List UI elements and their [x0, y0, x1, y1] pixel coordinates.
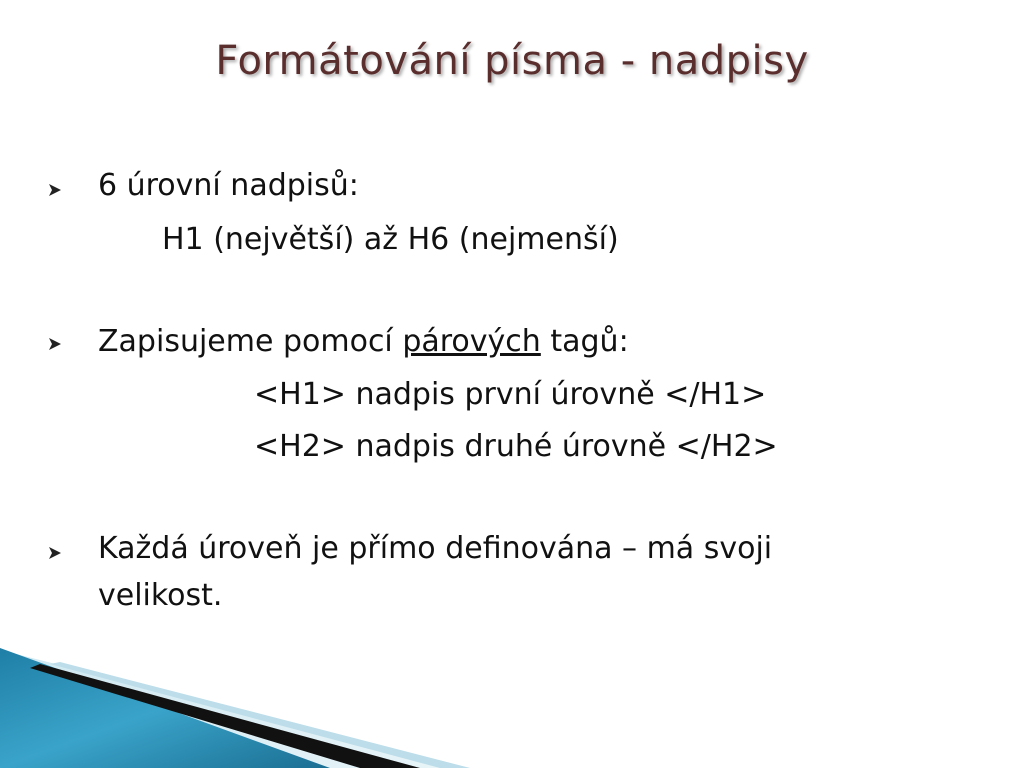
bullet-3-line-1: Každá úroveň je přímo definována – má svoji: [98, 531, 773, 566]
h6-note: (nejmenší): [458, 222, 619, 257]
bullet-2-after: tagů:: [550, 324, 629, 359]
slide-title: Formátování písma - nadpisy: [215, 38, 809, 84]
h1-label: H1: [162, 222, 204, 257]
h1-note: (největší) až: [213, 222, 399, 257]
bullet-1-text: 6 úrovní nadpisů:: [98, 168, 359, 203]
bullet-2-before: Zapisujeme pomocí: [98, 324, 393, 359]
bullet-2-underlined: párových: [402, 324, 541, 359]
code-line-2: <H2> nadpis druhé úrovně </H2>: [254, 429, 778, 464]
bullet-3-line-2: velikost.: [98, 578, 223, 613]
h6-label: H6: [407, 222, 450, 257]
code-line-1: <H1> nadpis první úrovně </H1>: [254, 377, 767, 412]
